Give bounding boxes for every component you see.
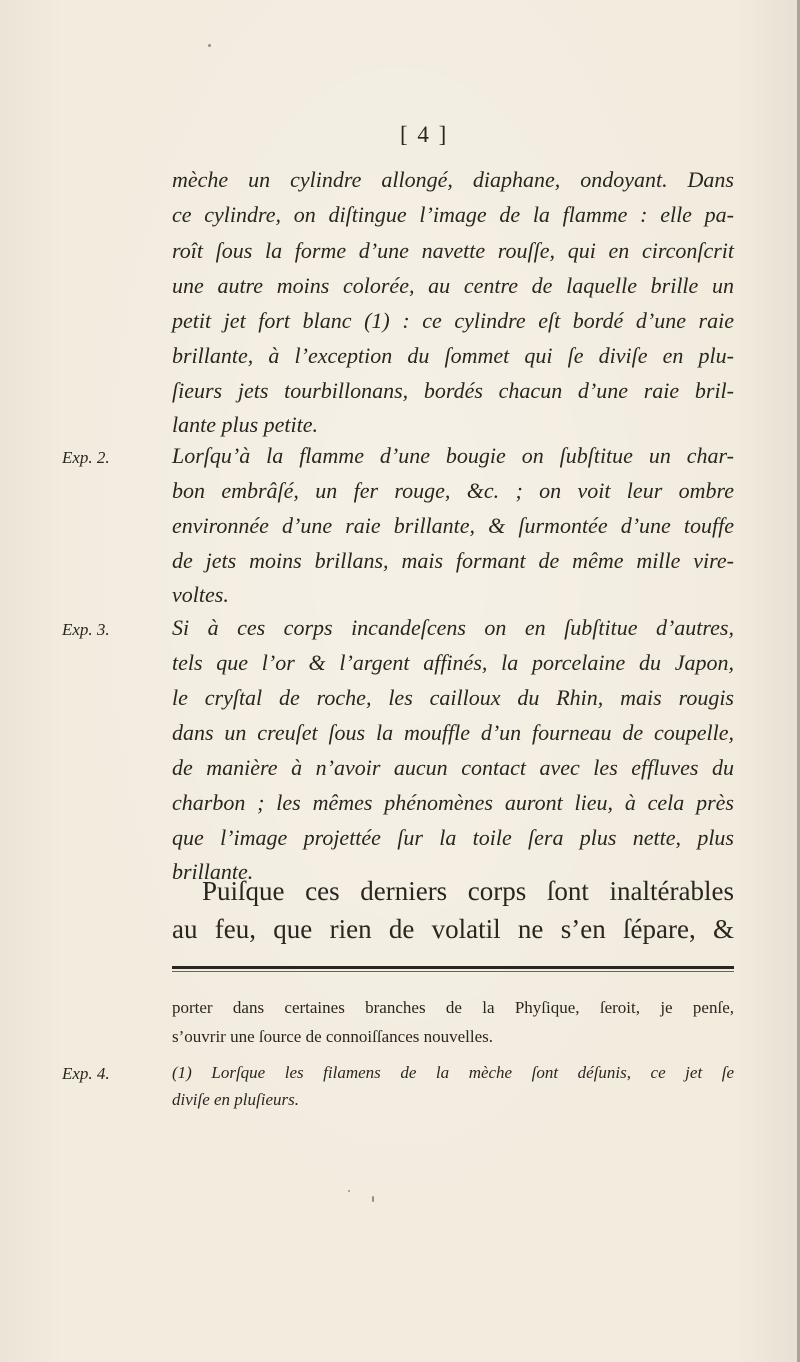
paper-speck [348, 1190, 350, 1192]
text-line: charbon ; les mêmes phénomènes auront lieu, à cela près [172, 790, 734, 815]
margin-note-exp-3: Exp. 3. [62, 620, 110, 639]
catch-line: s’ouvrir une ſource de connoiſſances nouvelles. [172, 1027, 494, 1046]
catch-line: porter dans certaines branches de la Phyſique, ſeroit, je penſe, [172, 998, 734, 1017]
text-line: petit jet fort blanc (1) : ce cylindre eſt bordé d’une raie [172, 308, 734, 333]
text-line: ſieurs jets tourbillonans, bordés chacun d’une raie bril- [172, 378, 734, 403]
page-number: [ 4 ] [400, 122, 449, 147]
text-line: que l’image projettée ſur la toile ſera plus nette, plus [172, 825, 734, 850]
margin-note-exp-4: Exp. 4. [62, 1064, 110, 1083]
paper-speck [372, 1196, 374, 1202]
roman-text-line: au feu, que rien de volatil ne s’en ſépare, & [172, 914, 734, 944]
text-line: de jets moins brillans, mais formant de même mille vire- [172, 548, 734, 573]
footnote-line: (1) Lorſque les filamens de la mèche ſont déſunis, ce jet ſe [172, 1063, 734, 1082]
paper-speck [208, 44, 211, 47]
text-line: Si à ces corps incandeſcens on en ſubſtitue d’autres, [172, 615, 734, 640]
text-line: bon embrâſé, un fer rouge, &c. ; on voit leur ombre [172, 478, 734, 503]
text-line: brillante, à l’exception du ſommet qui ſe diviſe en plu- [172, 343, 734, 368]
text-line: brillante. [172, 859, 254, 884]
text-line: mèche un cylindre allongé, diaphane, ondoyant. Dans [172, 167, 734, 192]
text-line: ce cylindre, on diſtingue l’image de la flamme : elle pa- [172, 202, 734, 227]
roman-text-line: Puiſque ces derniers corps ſont inaltérables [202, 876, 734, 906]
text-line: environnée d’une raie brillante, & ſurmontée d’une touffe [172, 513, 734, 538]
text-line: de manière à n’avoir aucun contact avec les effluves du [172, 755, 734, 780]
text-line: voltes. [172, 582, 229, 607]
text-line: le cryſtal de roche, les cailloux du Rhin, mais rougis [172, 685, 734, 710]
text-line: une autre moins colorée, au centre de laquelle brille un [172, 273, 734, 298]
text-line: dans un creuſet ſous la mouffle d’un fourneau de coupelle, [172, 720, 734, 745]
footnote-line: diviſe en pluſieurs. [172, 1090, 300, 1109]
horizontal-rule [172, 966, 734, 969]
text-line: roît ſous la forme d’une navette rouſſe, qui en circonſcrit [172, 238, 734, 263]
text-line: lante plus petite. [172, 412, 319, 437]
margin-note-exp-2: Exp. 2. [62, 448, 110, 467]
text-line: Lorſqu’à la flamme d’une bougie on ſubſtitue un char- [172, 443, 734, 468]
horizontal-rule-thin [172, 971, 734, 972]
text-line: tels que l’or & l’argent affinés, la porcelaine du Japon, [172, 650, 734, 675]
